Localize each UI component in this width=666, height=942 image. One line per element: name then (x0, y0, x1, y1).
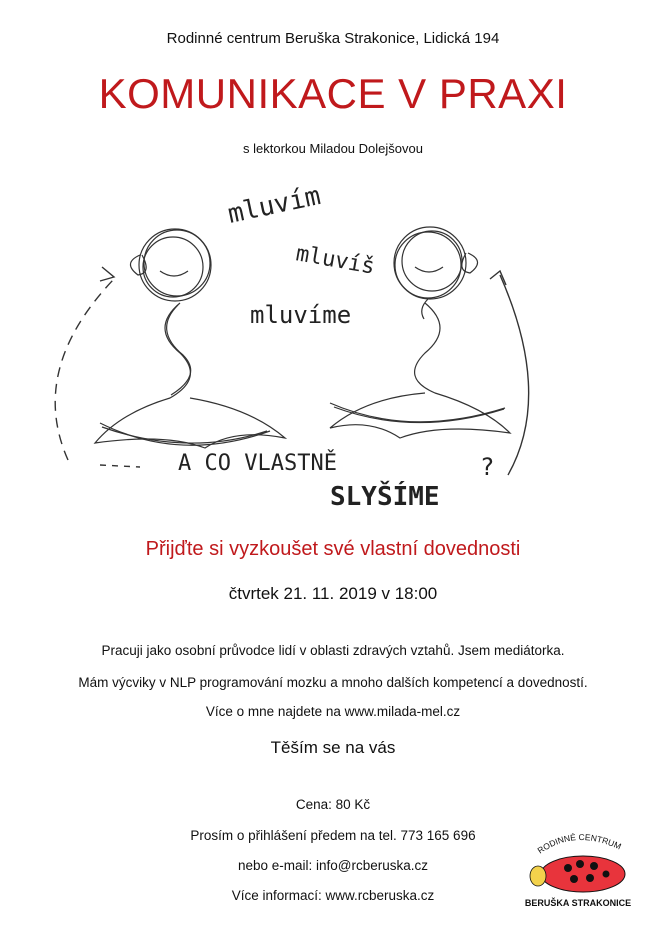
phrase-slysime: SLYŠÍME (330, 482, 440, 512)
ladybug-head (530, 866, 546, 886)
more-info-line: Více informací: www.rcberuska.cz (231, 888, 435, 903)
about-line-3: Více o mne najdete na www.milada-mel.cz (205, 704, 461, 719)
word-mluvime: mluvíme (250, 301, 352, 329)
logo-text-bottom: BERUŠKA STRAKONICE (524, 898, 632, 908)
logo-text-top: RODINNÉ CENTRUM (535, 831, 623, 856)
event-headline: Přijďte si vyzkoušet své vlastní dovednosti (145, 538, 521, 560)
email-line: nebo e-mail: info@rcberuska.cz (237, 858, 429, 873)
page-title: KOMUNIKACE V PRAXI (98, 70, 568, 117)
left-figure-sketch (95, 229, 285, 448)
about-line-1: Pracuji jako osobní průvodce lidí v oblasti zdravých vztahů. Jsem mediátorka. (101, 643, 565, 658)
phrase-a-co-vlastne: A CO VLASTNĚ (178, 451, 337, 476)
organization-line: Rodinné centrum Beruška Strakonice, Lidická 194 (166, 30, 500, 47)
ladybug-logo (518, 824, 638, 914)
lecturer-subtitle: s lektorkou Miladou Dolejšovou (243, 141, 423, 156)
question-mark: ? (480, 453, 495, 481)
registration-line: Prosím o přihlášení předem na tel. 773 165 696 (190, 828, 476, 843)
price-line: Cena: 80 Kč (295, 797, 371, 812)
svg-text:RODINNÉ CENTRUM (536, 832, 623, 856)
about-line-2: Mám výcviky v NLP programování mozku a mnoho dalších kompetencí a dovedností. (78, 675, 588, 690)
cycle-arrows (55, 267, 528, 475)
sketch-illustration (40, 175, 560, 520)
event-datetime: čtvrtek 21. 11. 2019 v 18:00 (228, 584, 438, 603)
greeting: Těším se na vás (270, 738, 396, 757)
word-mluvim: mluvím (225, 180, 324, 230)
word-mluvis: mluvíš (293, 241, 377, 280)
